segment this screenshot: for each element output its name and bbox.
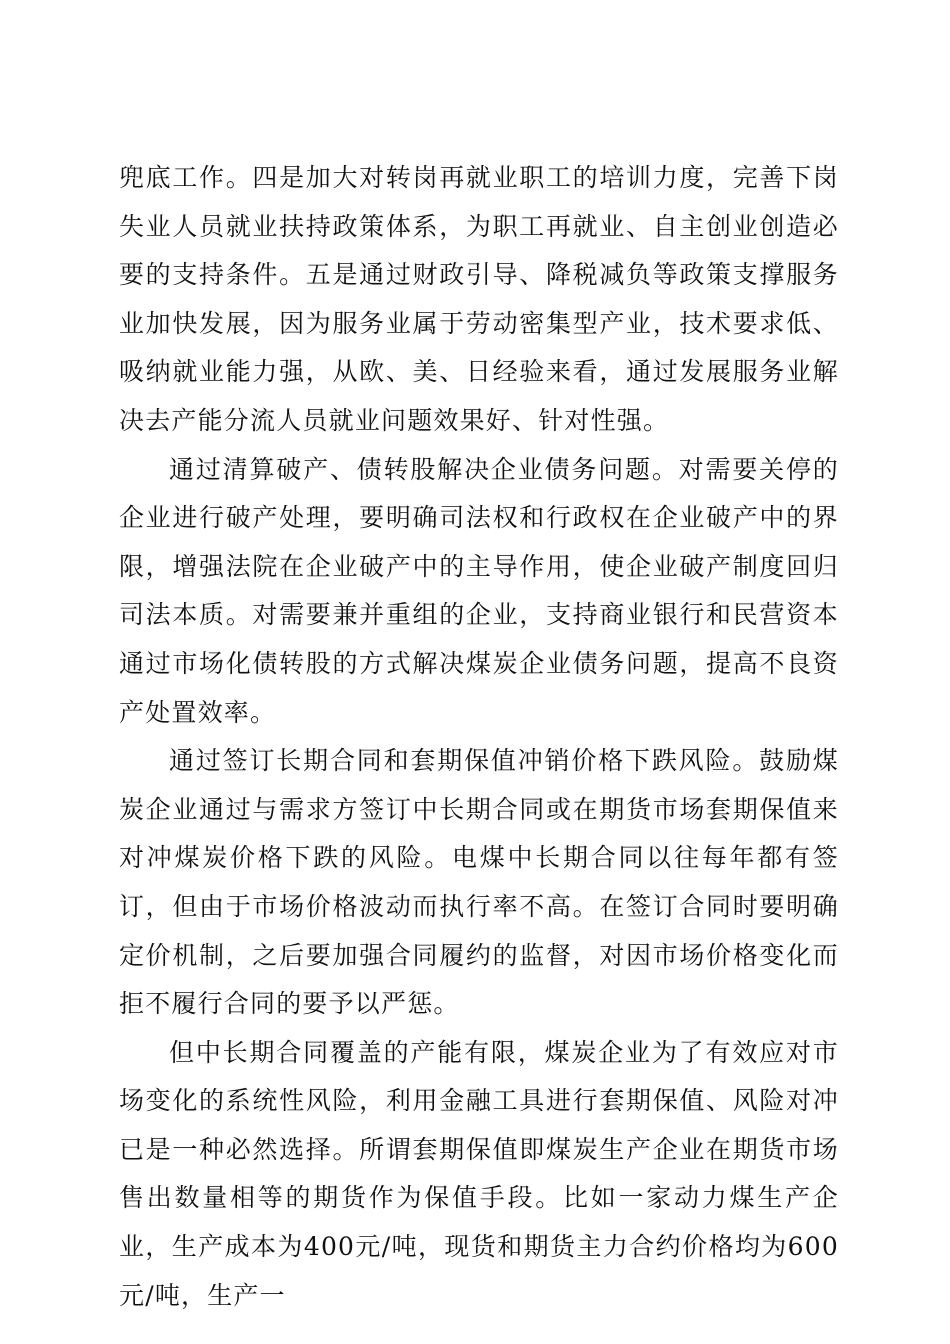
- paragraph-3: 通过签订长期合同和套期保值冲销价格下跌风险。鼓励煤炭企业通过与需求方签订中长期合同或在期货市场套期保值来对冲煤炭价格下跌的风险。电煤中长期合同以往每年都有签订，但由于市场价格波动而执行率不高。在签订合同时要明确定价机制，之后要加强合同履约的监督，对因市场价格变化而拒不履行合同的要予以严惩。: [119, 746, 839, 1019]
- paragraph-4: 但中长期合同覆盖的产能有限，煤炭企业为了有效应对市场变化的系统性风险，利用金融工具进行套期保值、风险对冲已是一种必然选择。所谓套期保值即煤炭生产企业在期货市场售出数量相等的期货作为保值手段。比如一家动力煤生产企业，生产成本为400元/吨，现货和期货主力合约价格均为600元/吨，生产一: [119, 1037, 839, 1310]
- paragraph-1: 兜底工作。四是加大对转岗再就业职工的培训力度，完善下岗失业人员就业扶持政策体系，为职工再就业、自主创业创造必要的支持条件。五是通过财政引导、降税减负等政策支撑服务业加快发展，因为服务业属于劳动密集型产业，技术要求低、吸纳就业能力强，从欧、美、日经验来看，通过发展服务业解决去产能分流人员就业问题效果好、针对性强。: [119, 163, 839, 435]
- body-text: [119, 154, 839, 1320]
- paragraph-2: 通过清算破产、债转股解决企业债务问题。对需要关停的企业进行破产处理，要明确司法权和行政权在企业破产中的界限，增强法院在企业破产中的主导作用，使企业破产制度回归司法本质。对需要兼并重组的企业，支持商业银行和民营资本通过市场化债转股的方式解决煤炭企业债务问题，提高不良资产处置效率。: [119, 454, 839, 727]
